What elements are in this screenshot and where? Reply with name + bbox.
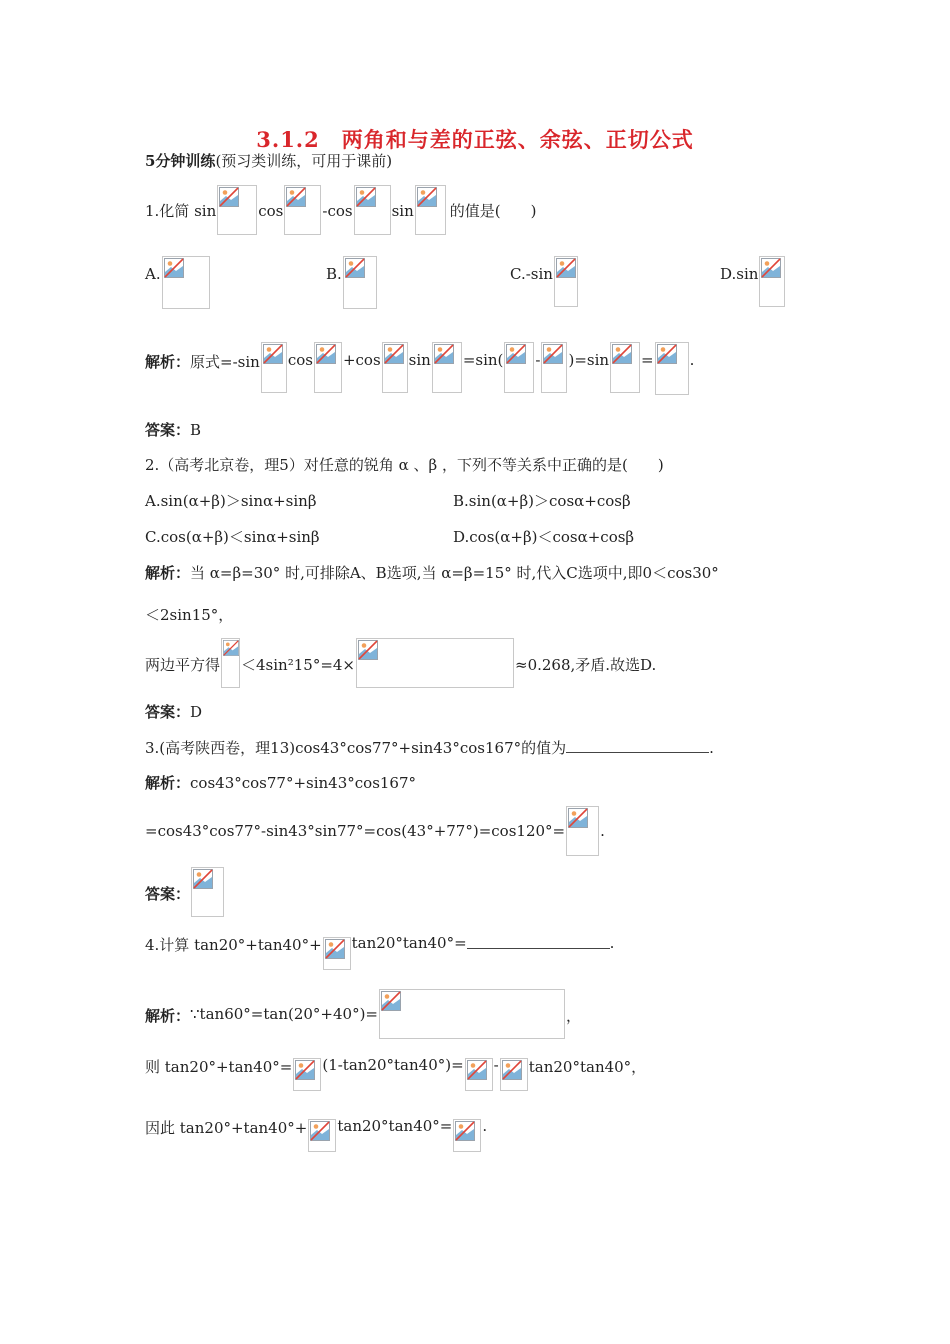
- q2-answer: 答案：D: [145, 703, 203, 721]
- broken-image-icon: [308, 1119, 336, 1152]
- section-sub: (预习类训练，可用于课前): [215, 152, 393, 170]
- broken-image-icon: [500, 1058, 528, 1091]
- q2-option-d: D.cos(α+β)＜cosα+cosβ: [453, 528, 635, 546]
- broken-image-icon: [566, 806, 599, 856]
- q4-solution-line-2: 则 tan20°+tan40°= (1-tan20°tan40°)= - tan20°tan40°，: [145, 1056, 646, 1091]
- q2-option-b: B.sin(α+β)＞cosα+cosβ: [453, 492, 631, 510]
- q1-option-c: C.-sin: [510, 256, 579, 307]
- q2-option-c: C.cos(α+β)＜sinα+sinβ: [145, 528, 320, 546]
- broken-image-icon: [191, 867, 224, 917]
- broken-image-icon: [432, 342, 462, 393]
- q1-option-a: A.: [145, 256, 211, 309]
- q3-answer: 答案：: [145, 867, 225, 917]
- broken-image-icon: [554, 256, 578, 307]
- q4-solution-line-1: 解析： ∵tan60°=tan(20°+40°)= ，: [145, 989, 581, 1039]
- q1-answer: 答案：B: [145, 421, 202, 439]
- broken-image-icon: [655, 342, 689, 395]
- broken-image-icon: [323, 937, 351, 970]
- broken-image-icon: [504, 342, 534, 393]
- broken-image-icon: [354, 185, 391, 235]
- broken-image-icon: [343, 256, 377, 309]
- page-title: 3.1.2 两角和与差的正弦、余弦、正切公式: [256, 127, 694, 152]
- broken-image-icon: [284, 185, 321, 235]
- broken-image-icon: [610, 342, 640, 393]
- q1-solution: 解析： 原式=-sin cos +cos sin =sin( - )=sin = .: [145, 342, 694, 395]
- q2-solution-line-1: 解析：当 α=β=30° 时,可排除A、B选项,当 α=β=15° 时,代入C选项中,即0＜cos30°: [145, 564, 719, 582]
- broken-image-icon: [465, 1058, 493, 1091]
- broken-image-icon: [356, 638, 514, 688]
- broken-image-icon: [314, 342, 342, 393]
- q1-option-d: D.sin: [720, 256, 786, 307]
- q4-solution-line-3: 因此 tan20°+tan40°+ tan20°tan40°= .: [145, 1117, 487, 1152]
- broken-image-icon: [162, 256, 210, 309]
- broken-image-icon: [415, 185, 446, 235]
- answer-blank: [467, 934, 610, 949]
- q3-solution-line-1: 解析：cos43°cos77°+sin43°cos167°: [145, 774, 417, 792]
- q3-solution-line-2: =cos43°cos77°-sin43°sin77°=cos(43°+77°)=cos120°= .: [145, 806, 605, 856]
- answer-blank: [566, 738, 709, 753]
- q1-option-b: B.: [326, 256, 378, 309]
- section-label: 5分钟训练: [145, 152, 216, 170]
- broken-image-icon: [379, 989, 565, 1039]
- q2-stem: 2.（高考北京卷，理5）对任意的锐角 α 、β ，下列不等关系中正确的是( ): [145, 456, 664, 474]
- broken-image-icon: [759, 256, 785, 307]
- broken-image-icon: [382, 342, 408, 393]
- broken-image-icon: [221, 638, 240, 688]
- q2-solution-line-3: 两边平方得 ＜4sin²15°=4× ≈0.268,矛盾.故选D.: [145, 638, 656, 688]
- broken-image-icon: [261, 342, 287, 393]
- q4-stem: 4.计算 tan20°+tan40°+ tan20°tan40°= .: [145, 934, 614, 970]
- q1-stem: 1.化简 sin cos -cos sin 的值是( ): [145, 185, 536, 235]
- q2-solution-line-2: ＜2sin15°，: [145, 606, 234, 624]
- q3-stem: 3.(高考陕西卷，理13)cos43°cos77°+sin43°cos167°的值为 .: [145, 739, 714, 757]
- broken-image-icon: [217, 185, 257, 235]
- q2-option-a: A.sin(α+β)＞sinα+sinβ: [145, 492, 317, 510]
- broken-image-icon: [293, 1058, 321, 1091]
- section-header: [145, 152, 392, 170]
- broken-image-icon: [541, 342, 567, 393]
- broken-image-icon: [453, 1119, 481, 1152]
